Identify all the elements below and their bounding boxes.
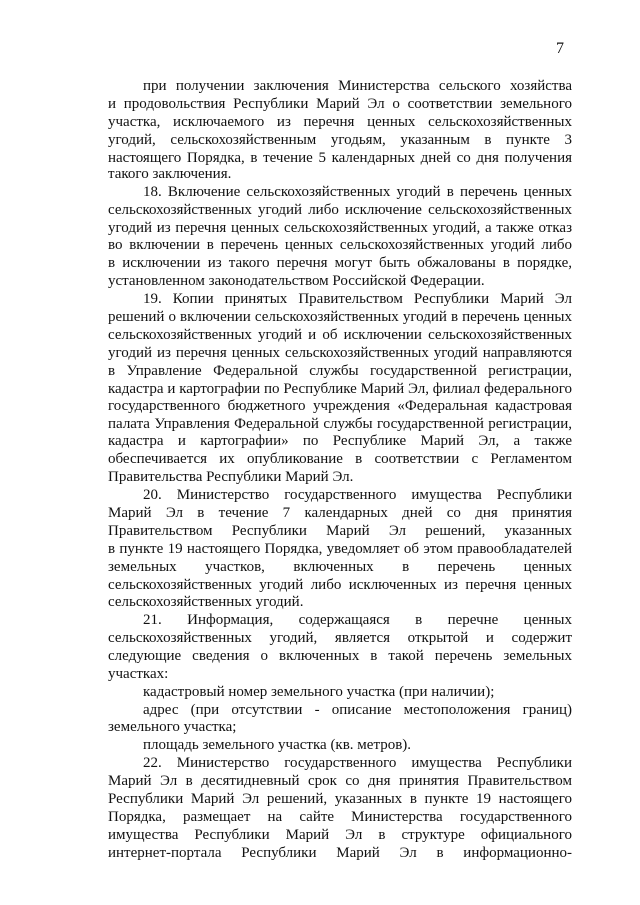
- paragraph-20-line: 20. Министерство государственного имущества Республики: [143, 487, 572, 503]
- text-line: палата Управления Федеральной службы государственной регистрации,: [108, 416, 572, 432]
- text-line: участках:: [108, 666, 169, 682]
- list-item: адрес (при отсутствии - описание местоположения границ): [143, 702, 572, 718]
- text-line: участка, исключаемого из перечня ценных сельскохозяйственных: [108, 114, 572, 130]
- text-line: сельскохозяйственных угодий либо исключение сельскохозяйственных: [108, 202, 572, 218]
- text-line: в Управление Федеральной службы государственной регистрации,: [108, 363, 572, 379]
- text-line: в пункте 19 настоящего Порядка, уведомляет об этом правообладателей: [108, 541, 572, 557]
- text-line: сельскохозяйственных угодий.: [108, 594, 304, 610]
- text-line: земельных участков, включенных в перечень ценных: [108, 559, 572, 575]
- list-item: площадь земельного участка (кв. метров).: [143, 737, 412, 753]
- text-line: сельскохозяйственных угодий и об исключении сельскохозяйственных: [108, 327, 572, 343]
- paragraph-19-line: 19. Копии принятых Правительством Республики Марий Эл: [143, 291, 572, 307]
- text-line: кадастра и картографии» по Республике Марий Эл, а также: [108, 433, 572, 449]
- paragraph-18-line: 18. Включение сельскохозяйственных угодий в перечень ценных: [143, 184, 572, 200]
- text-line: Марий Эл в течение 7 календарных дней со дня принятия: [108, 505, 572, 521]
- text-line: установленном законодательством Российской Федерации.: [108, 273, 485, 289]
- text-line: решений о включении сельскохозяйственных угодий в перечень ценных: [108, 309, 572, 325]
- text-line: государственного бюджетного учреждения «Федеральная кадастровая: [108, 398, 572, 414]
- text-line: следующие сведения о включенных в такой перечень земельных: [108, 648, 572, 664]
- text-line: такого заключения.: [108, 166, 232, 182]
- text-line: угодий, сельскохозяйственным угодьям, указанным в пункте 3: [108, 132, 572, 148]
- text-line: сельскохозяйственных угодий либо исключенных из перечня ценных: [108, 577, 572, 593]
- text-line: во включении в перечень ценных сельскохозяйственных угодий либо: [108, 237, 572, 253]
- text-line: и продовольствия Республики Марий Эл о соответствии земельного: [108, 96, 572, 112]
- text-line: Республики Марий Эл решений, указанных в пункте 19 настоящего: [108, 791, 572, 807]
- text-line: имущества Республики Марий Эл в структуре официального: [108, 827, 572, 843]
- paragraph-22-line: 22. Министерство государственного имущества Республики: [143, 755, 572, 771]
- text-line: кадастра и картографии по Республике Марий Эл, филиал федерального: [108, 381, 572, 397]
- text-line: угодий из перечня ценных сельскохозяйственных угодий направляются: [108, 345, 572, 361]
- text-line: Правительством Республики Марий Эл решений, указанных: [108, 523, 572, 539]
- text-line: Марий Эл в десятидневный срок со дня принятия Правительством: [108, 773, 572, 789]
- text-line: интернет-портала Республики Марий Эл в информационно-: [108, 845, 572, 861]
- text-line: Правительства Республики Марий Эл.: [108, 469, 354, 485]
- text-line: Порядка, размещает на сайте Министерства государственного: [108, 809, 572, 825]
- text-line: земельного участка;: [108, 719, 237, 735]
- text-line: в исключении из такого перечня могут быть обжалованы в порядке,: [108, 255, 572, 271]
- text-line: обеспечивается их опубликование в соответствии с Регламентом: [108, 451, 572, 467]
- paragraph-21-line: 21. Информация, содержащаяся в перечне ценных: [143, 612, 572, 628]
- text-line: угодий из перечня ценных сельскохозяйственных угодий, а также отказ: [108, 220, 572, 236]
- text-line: при получении заключения Министерства сельского хозяйства: [143, 78, 572, 94]
- list-item: кадастровый номер земельного участка (при наличии);: [143, 684, 495, 700]
- text-line: сельскохозяйственных угодий, является открытой и содержит: [108, 630, 572, 646]
- text-line: настоящего Порядка, в течение 5 календарных дней со дня получения: [108, 150, 572, 166]
- page-number: 7: [556, 40, 564, 57]
